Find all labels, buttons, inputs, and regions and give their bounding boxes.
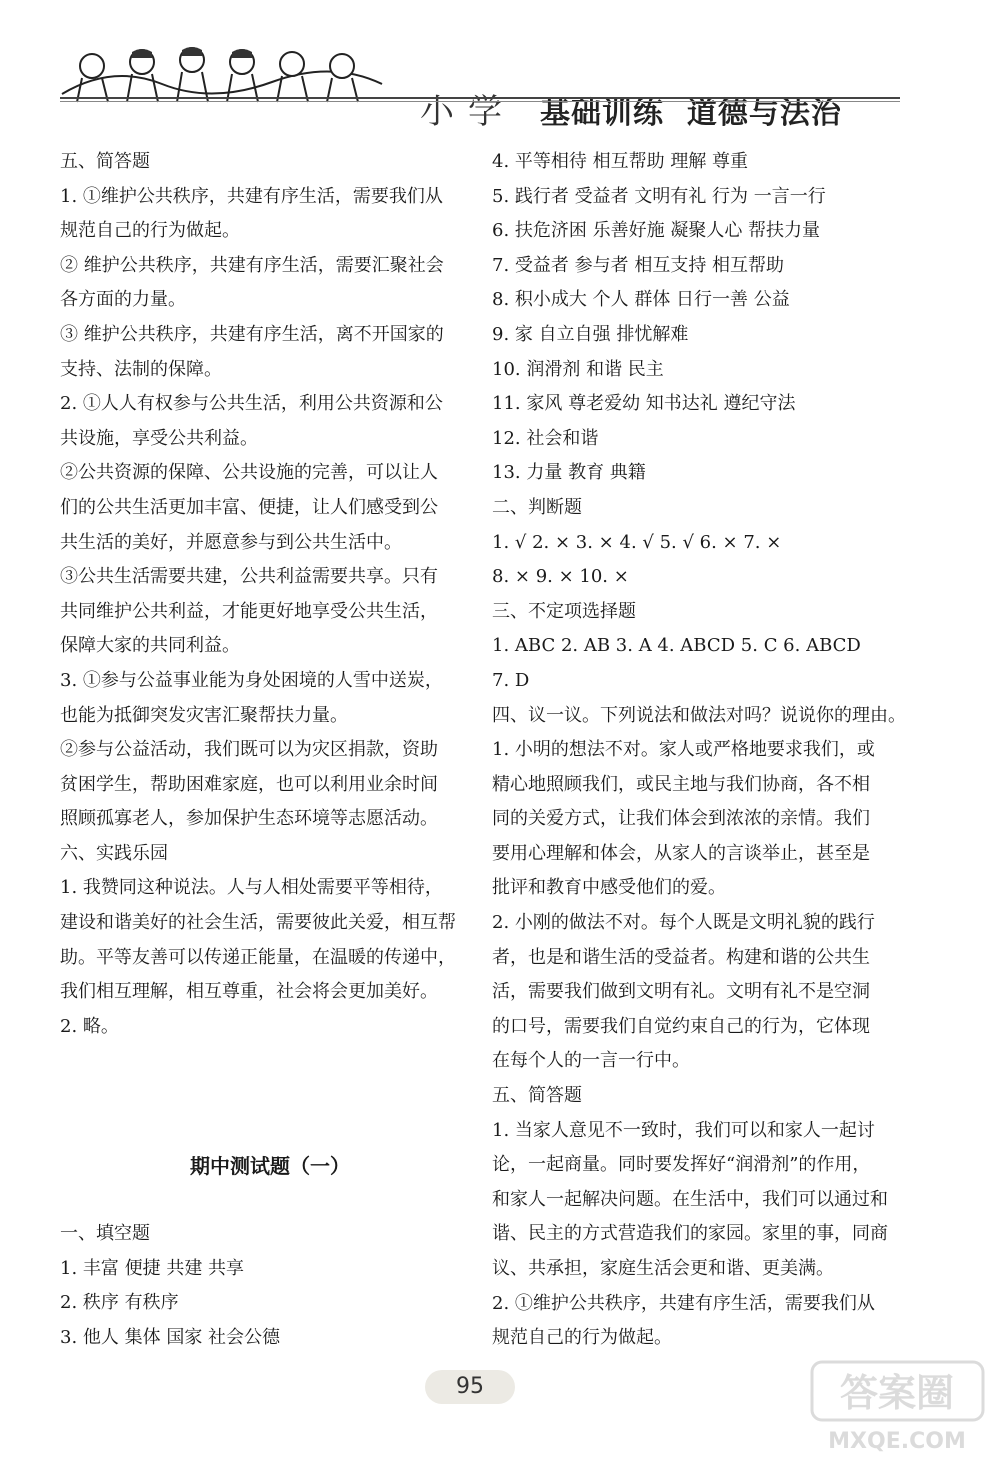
text-line: 10. 润滑剂 和谐 民主: [492, 358, 664, 380]
text-line: 1. ①维护公共秩序，共建有序生活，需要我们从: [60, 185, 443, 207]
text-line: 8. × 9. × 10. ×: [492, 566, 629, 588]
text-line: 五、简答题: [492, 1085, 582, 1107]
section-heading: 期中测试题（一）: [190, 1154, 350, 1178]
text-line: 贫困学生，帮助困难家庭，也可以利用业余时间: [60, 773, 438, 795]
text-line: 三、不定项选择题: [492, 600, 636, 622]
text-line: 和家人一起解决问题。在生活中，我们可以通过和: [492, 1188, 888, 1210]
text-line: 8. 积小成大 个人 群体 日行一善 公益: [492, 289, 790, 311]
svg-text:MXQE.COM: MXQE.COM: [828, 1429, 966, 1454]
text-line: 者，也是和谐生活的受益者。构建和谐的公共生: [492, 946, 870, 968]
text-line: 11. 家风 尊老爱幼 知书达礼 遵纪守法: [492, 393, 796, 415]
text-line: 2. ①维护公共秩序，共建有序生活，需要我们从: [492, 1292, 875, 1314]
text-line: 支持、法制的保障。: [60, 358, 222, 380]
text-line: 一、填空题: [60, 1223, 150, 1244]
left-column: [60, 145, 470, 1044]
text-line: 共设施，享受公共利益。: [60, 427, 258, 449]
text-line: 五、简答题: [60, 151, 150, 172]
header-rule-thin: [60, 101, 900, 102]
text-line: 2. 小刚的做法不对。每个人既是文明礼貌的践行: [492, 912, 875, 934]
text-line: 助。平等友善可以传递正能量，在温暖的传递中，: [60, 946, 456, 968]
page-header: [40, 40, 960, 132]
text-line: 我们相互理解，相互尊重，社会将会更加美好。: [60, 981, 438, 1003]
text-line: 共同维护公共利益，才能更好地享受公共生活，: [60, 600, 438, 622]
text-line: 共生活的美好，并愿意参与到公共生活中。: [60, 531, 402, 553]
text-line: 13. 力量 教育 典籍: [492, 462, 646, 484]
book-title: 基础训练 道德与法治: [540, 96, 842, 131]
text-line: 3. ①参与公益事业能为身处困境的人雪中送炭，: [60, 669, 443, 691]
text-line: 保障大家的共同利益。: [60, 635, 240, 657]
right-column: [492, 145, 912, 1356]
svg-text:答案圈: 答案圈: [839, 1371, 955, 1415]
text-line: 议、共承担，家庭生活会更和谐、更美满。: [492, 1258, 834, 1279]
text-line: 7. D: [492, 669, 530, 691]
text-line: 建设和谐美好的社会生活，需要彼此关爱，相互帮: [60, 912, 456, 934]
text-line: 在每个人的一言一行中。: [492, 1050, 690, 1072]
text-line: 论，一起商量。同时要发挥好“润滑剂”的作用，: [492, 1154, 871, 1176]
text-line: 同的关爱方式，让我们体会到浓浓的亲情。我们: [492, 808, 870, 830]
text-line: ② 维护公共秩序，共建有序生活，需要汇聚社会: [60, 254, 444, 276]
text-line: 们的公共生活更加丰富、便捷，让人们感受到公: [60, 496, 438, 518]
text-line: 6. 扶危济困 乐善好施 凝聚人心 帮扶力量: [492, 220, 821, 242]
text-line: 要用心理解和体会，从家人的言谈举止，甚至是: [492, 842, 870, 864]
text-line: ③ 维护公共秩序，共建有序生活，离不开国家的: [60, 323, 444, 345]
text-line: 5. 践行者 受益者 文明有礼 行为 一言一行: [492, 185, 826, 207]
text-line: 规范自己的行为做起。: [60, 220, 240, 242]
text-line: ②公共资源的保障、公共设施的完善，可以让人: [60, 462, 438, 484]
text-line: 1. ABC 2. AB 3. A 4. ABCD 5. C 6. ABCD: [492, 635, 861, 657]
text-line: 四、议一议。下列说法和做法对吗？说说你的理由。: [492, 704, 906, 726]
text-line: 1. 当家人意见不一致时，我们可以和家人一起讨: [492, 1119, 875, 1141]
text-line: 2. 秩序 有秩序: [60, 1292, 179, 1314]
page-number: 95: [456, 1374, 484, 1399]
text-line: 二、判断题: [492, 496, 582, 518]
text-line: 六、实践乐园: [60, 842, 168, 864]
text-line: 批评和教育中感受他们的爱。: [492, 877, 726, 899]
series-title: 小学: [420, 92, 516, 132]
text-line: 2. ①人人有权参与公共生活，利用公共资源和公: [60, 393, 443, 415]
watermark-logo: [810, 1360, 985, 1455]
text-line: 精心地照顾我们，或民主地与我们协商，各不相: [492, 773, 870, 795]
text-line: 1. 丰富 便捷 共建 共享: [60, 1257, 245, 1279]
text-line: 12. 社会和谐: [492, 427, 599, 449]
text-line: 9. 家 自立自强 排忧解难: [492, 323, 689, 345]
text-line: 各方面的力量。: [60, 289, 186, 311]
text-line: 活，需要我们做到文明有礼。文明有礼不是空洞: [492, 981, 870, 1003]
text-line: 的口号，需要我们自觉约束自己的行为，它体现: [492, 1015, 870, 1037]
text-line: 规范自己的行为做起。: [492, 1327, 672, 1349]
text-line: ②参与公益活动，我们既可以为灾区捐款，资助: [60, 739, 438, 761]
text-line: 也能为抵御突发灾害汇聚帮扶力量。: [60, 704, 348, 726]
text-line: 3. 他人 集体 国家 社会公德: [60, 1326, 281, 1348]
text-line: 照顾孤寡老人，参加保护生态环境等志愿活动。: [60, 808, 438, 830]
text-line: 2. 略。: [60, 1015, 119, 1037]
text-line: 4. 平等相待 相互帮助 理解 尊重: [492, 151, 749, 172]
text-line: 1. 我赞同这种说法。人与人相处需要平等相待，: [60, 877, 443, 899]
header-rule: [60, 97, 900, 99]
text-line: 7. 受益者 参与者 相互支持 相互帮助: [492, 254, 785, 276]
left-column-bottom: [60, 1217, 470, 1355]
text-line: ③公共生活需要共建，公共利益需要共享。只有: [60, 566, 438, 588]
text-line: 1. 小明的想法不对。家人或严格地要求我们，或: [492, 739, 875, 761]
text-line: 1. √ 2. × 3. × 4. √ 5. √ 6. × 7. ×: [492, 531, 782, 553]
text-line: 谐、民主的方式营造我们的家园。家里的事，同商: [492, 1223, 888, 1245]
